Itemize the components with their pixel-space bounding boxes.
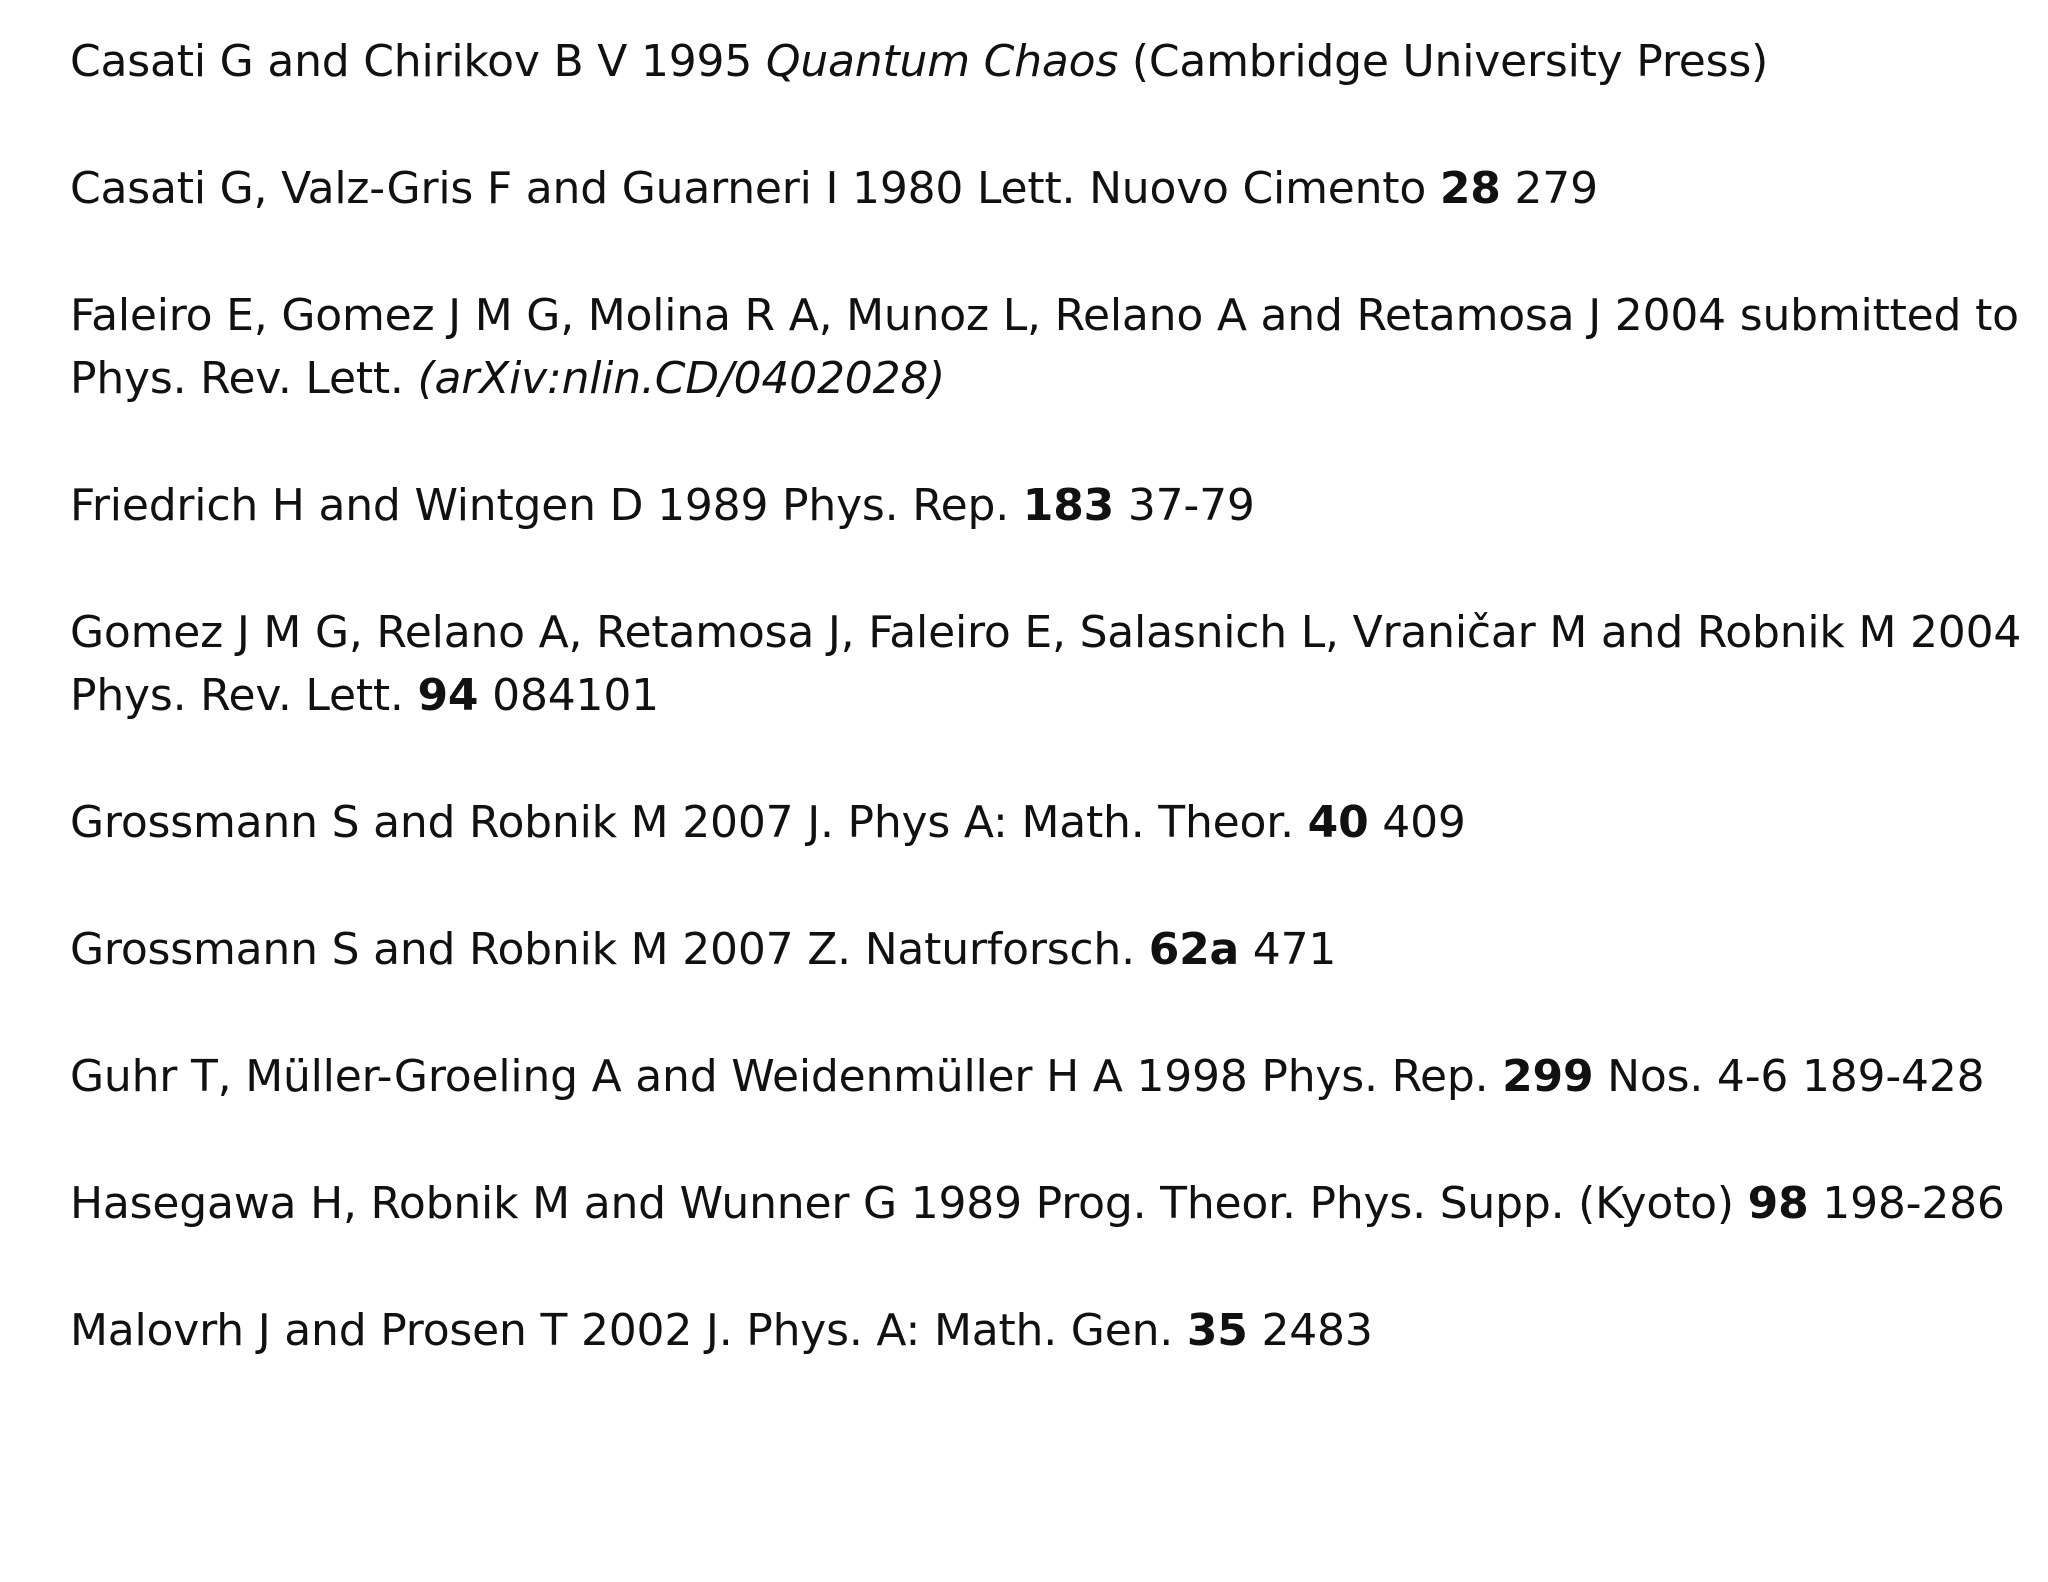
reference-volume: 40 — [1307, 797, 1369, 848]
reference-text: Malovrh J and Prosen T 2002 J. Phys. A: Math. Gen. — [70, 1305, 1187, 1356]
reference-arxiv-id: (arXiv:nlin.CD/0402028) — [417, 353, 946, 404]
reference-item-grossmann-jphys — [70, 791, 2030, 854]
reference-text: Gomez J M G, Relano A, Retamosa J, Faleiro E, Salasnich L, Vraničar M and Robnik M 2004 Phys. Rev. Lett. — [70, 607, 2022, 721]
reference-item-casati-chirikov — [70, 30, 2030, 93]
reference-text: Hasegawa H, Robnik M and Wunner G 1989 Prog. Theor. Phys. Supp. (Kyoto) — [70, 1178, 1748, 1229]
reference-text: Grossmann S and Robnik M 2007 Z. Naturforsch. — [70, 924, 1149, 975]
reference-item-malovrh-prosen — [70, 1299, 2030, 1362]
reference-text: Guhr T, Müller-Groeling A and Weidenmüller H A 1998 Phys. Rep. — [70, 1051, 1503, 1102]
reference-text: 2483 — [1247, 1305, 1373, 1356]
reference-volume: 28 — [1439, 163, 1501, 214]
reference-text: 279 — [1500, 163, 1598, 214]
reference-text: 198-286 — [1808, 1178, 2005, 1229]
reference-text: Faleiro E, Gomez J M G, Molina R A, Munoz L, Relano A and Retamosa J 2004 submitted to Phys. Rev. Lett. — [70, 290, 2019, 404]
reference-text: Friedrich H and Wintgen D 1989 Phys. Rep. — [70, 480, 1023, 531]
reference-volume: 183 — [1022, 480, 1115, 531]
reference-volume: 94 — [417, 670, 479, 721]
reference-text: 37-79 — [1114, 480, 1255, 531]
reference-text: 084101 — [478, 670, 659, 721]
reference-text: (Cambridge University Press) — [1118, 36, 1769, 87]
reference-text: Casati G, Valz-Gris F and Guarneri I 1980 Lett. Nuovo Cimento — [70, 163, 1440, 214]
reference-text: Grossmann S and Robnik M 2007 J. Phys A: Math. Theor. — [70, 797, 1308, 848]
reference-item-guhr — [70, 1045, 2030, 1108]
reference-list — [70, 30, 2030, 1426]
reference-text: Nos. 4-6 189-428 — [1593, 1051, 1985, 1102]
reference-item-gomez — [70, 601, 2030, 727]
reference-text: Casati G and Chirikov B V 1995 — [70, 36, 766, 87]
reference-item-casati-valz-gris — [70, 157, 2030, 220]
reference-text: 409 — [1368, 797, 1466, 848]
reference-item-hasegawa — [70, 1172, 2030, 1235]
reference-book-title: Quantum Chaos — [765, 36, 1119, 87]
reference-item-friedrich-wintgen — [70, 474, 2030, 537]
reference-text: 471 — [1239, 924, 1337, 975]
reference-item-faleiro — [70, 284, 2030, 410]
reference-volume: 98 — [1747, 1178, 1809, 1229]
reference-item-grossmann-naturforsch — [70, 918, 2030, 981]
reference-volume: 35 — [1186, 1305, 1248, 1356]
reference-volume: 299 — [1502, 1051, 1594, 1102]
reference-volume: 62a — [1148, 924, 1240, 975]
